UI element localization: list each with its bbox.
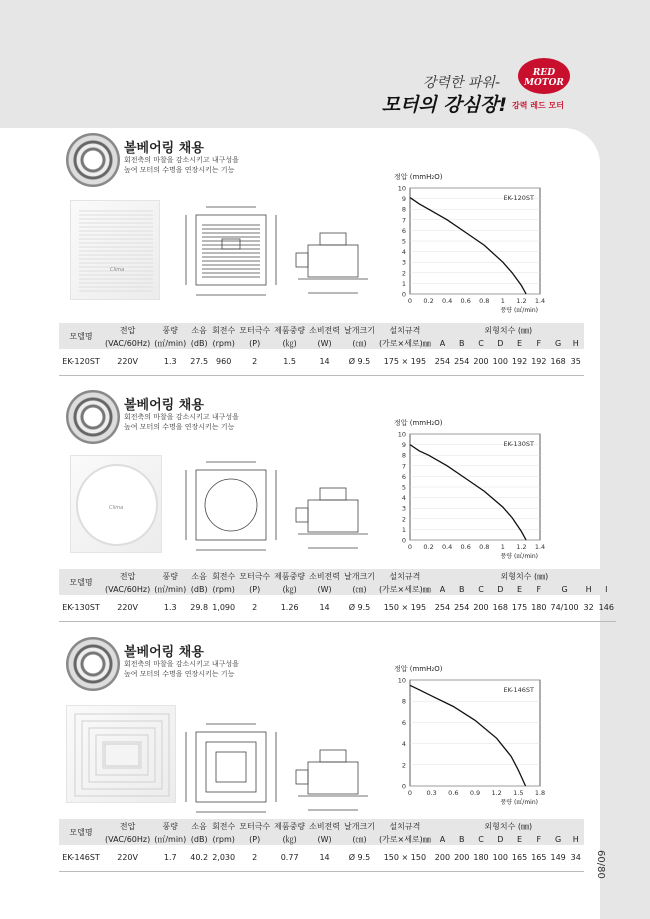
cell-airflow: 1.7 — [152, 845, 188, 871]
header-airflow: 풍량 — [152, 323, 188, 337]
feature-title: 볼베어링 채용 — [124, 398, 204, 413]
x-tick-label: 1 — [500, 543, 505, 551]
header-voltage-unit: (VAC/60Hz) — [105, 584, 151, 594]
photo-brand: Clima — [109, 505, 124, 511]
y-tick-label: 0 — [401, 536, 406, 545]
header-dim-letter: E — [510, 337, 529, 349]
cell-dim-value: 200 — [433, 845, 452, 871]
y-tick-label: 4 — [401, 740, 406, 749]
product-photo — [66, 705, 176, 803]
header-power-unit: (W) — [307, 337, 342, 349]
header-install: 설치규격 — [377, 569, 433, 583]
header-dim-letter: A — [433, 337, 452, 349]
y-tick-label: 2 — [401, 515, 406, 524]
y-tick-label: 9 — [401, 195, 406, 204]
y-tick-label: 1 — [401, 525, 406, 534]
table-header-row — [59, 569, 616, 583]
table-row — [59, 349, 584, 375]
header-dim-letter: B — [452, 583, 471, 595]
header-install-unit: (가로×세로)㎜ — [378, 584, 431, 594]
header-dim-letter: D — [491, 583, 510, 595]
table-header-row — [59, 819, 584, 833]
header-duct: 날개크기 — [342, 323, 377, 337]
header-weight-unit: (㎏) — [272, 833, 307, 845]
x-tick-label: 1.2 — [516, 297, 527, 305]
x-tick-label: 0.6 — [448, 789, 459, 797]
table-row — [59, 595, 616, 621]
chart-ylabel: 정압 (mmH₂O) — [394, 173, 443, 181]
spec-table — [59, 323, 584, 376]
y-tick-label: 1 — [401, 279, 406, 288]
header-dim-letter: G — [548, 583, 580, 595]
header-poles: 모터극수 — [237, 819, 272, 833]
cell-poles: 2 — [237, 349, 272, 375]
header-dim-letter: F — [529, 833, 548, 845]
cell-dim-value: 254 — [452, 349, 471, 375]
header-power-unit: (W) — [307, 583, 342, 595]
cell-voltage: 220V — [103, 845, 152, 871]
cell-voltage: 220V — [103, 595, 152, 621]
header-duct: 날개크기 — [342, 569, 377, 583]
header-voltage-unit: (VAC/60Hz) — [105, 834, 151, 844]
series-line — [410, 445, 526, 540]
header-install: 설치규격 — [377, 323, 433, 337]
header-dim-letter: B — [452, 833, 471, 845]
series-label: EK-130ST — [503, 440, 534, 448]
chart-svg — [390, 172, 560, 318]
header-dim-letter: I — [597, 583, 616, 595]
header-airflow-unit: (㎥/min) — [154, 338, 187, 348]
cell-dim-value: 35 — [568, 349, 584, 375]
dimension-drawing — [178, 712, 378, 822]
cell-dim-value: 100 — [491, 349, 510, 375]
cell-speed: 1,090 — [210, 595, 237, 621]
ball-bearing-image — [66, 390, 120, 444]
header-airflow-unit: (㎥/min) — [154, 834, 187, 844]
header-dim-letter: H — [581, 583, 597, 595]
dimension-drawing — [178, 450, 378, 560]
cell-dim-value: 192 — [510, 349, 529, 375]
header-duct-unit: (㎝) — [342, 337, 377, 349]
y-tick-label: 0 — [401, 290, 406, 299]
y-tick-label: 8 — [401, 697, 406, 706]
cell-install: 175 × 195 — [377, 349, 433, 375]
header-model: 모델명 — [59, 323, 103, 349]
cell-airflow: 1.3 — [152, 349, 188, 375]
header-weight-unit: (㎏) — [272, 337, 307, 349]
cell-dim-value: 254 — [452, 595, 471, 621]
cell-poles: 2 — [237, 595, 272, 621]
cell-noise: 29.8 — [188, 595, 210, 621]
y-tick-label: 3 — [401, 504, 406, 513]
y-tick-label: 6 — [401, 472, 406, 481]
header-speed: 회전수 — [210, 819, 237, 833]
x-tick-label: 1.8 — [534, 789, 546, 797]
x-tick-label: 0.8 — [479, 297, 490, 305]
chart-xlabel: 풍량 (㎥/min) — [500, 553, 538, 560]
header-dim-letter: A — [433, 833, 452, 845]
feature-desc-line2: 높여 모터의 수명을 연장시키는 기능 — [124, 670, 235, 678]
cell-dim-value: 175 — [510, 595, 529, 621]
header-dim-letter: E — [510, 583, 529, 595]
header-voltage: 전압 — [103, 819, 152, 833]
cell-poles: 2 — [237, 845, 272, 871]
ball-bearing-image — [66, 637, 120, 691]
cell-dim-value: 168 — [491, 595, 510, 621]
header-power: 소비전력 — [307, 819, 342, 833]
cell-dim-value: 200 — [471, 595, 490, 621]
cell-airflow: 1.3 — [152, 595, 188, 621]
table-header-row — [59, 323, 584, 337]
cell-weight: 1.26 — [272, 595, 307, 621]
chart-ylabel: 정압 (mmH₂O) — [394, 665, 443, 673]
cell-dim-value: 74/100 — [548, 595, 580, 621]
performance-chart — [390, 418, 560, 564]
header-noise: 소음 — [188, 323, 210, 337]
y-tick-label: 3 — [401, 258, 406, 267]
header-noise-unit: (dB) — [188, 337, 210, 349]
cell-dim-value: 180 — [529, 595, 548, 621]
header-speed-unit: (rpm) — [210, 583, 237, 595]
header-speed-unit: (rpm) — [210, 833, 237, 845]
y-tick-label: 2 — [401, 761, 406, 770]
series-line — [410, 198, 526, 294]
cell-dim-value: 149 — [548, 845, 567, 871]
header-speed: 회전수 — [210, 569, 237, 583]
y-tick-label: 5 — [401, 237, 406, 246]
header-weight-unit: (㎏) — [272, 583, 307, 595]
table-header-row — [59, 583, 616, 595]
feature-title: 볼베어링 채용 — [124, 645, 204, 660]
header-dim-letter: D — [491, 337, 510, 349]
header-dim-letter: D — [491, 833, 510, 845]
cell-noise: 27.5 — [188, 349, 210, 375]
header-noise-unit: (dB) — [188, 833, 210, 845]
header-dim-letter: C — [471, 337, 490, 349]
chart-xlabel: 풍량 (㎥/min) — [500, 799, 538, 806]
chart-ylabel: 정압 (mmH₂O) — [394, 419, 443, 427]
performance-chart — [390, 172, 560, 318]
x-tick-label: 0 — [407, 789, 413, 797]
product-photo — [70, 200, 160, 300]
header-dim-letter: A — [433, 583, 452, 595]
cell-power: 14 — [307, 349, 342, 375]
cell-model: EK-146ST — [59, 845, 103, 871]
header-noise: 소음 — [188, 569, 210, 583]
header-noise-unit: (dB) — [188, 583, 210, 595]
header-model: 모델명 — [59, 819, 103, 845]
y-tick-label: 4 — [401, 248, 406, 257]
spec-table — [59, 819, 584, 872]
feature-desc-line1: 회전축의 마찰을 감소시키고 내구성을 — [124, 660, 239, 668]
x-tick-label: 1.2 — [516, 543, 527, 551]
header-dim-letter: G — [548, 833, 567, 845]
feature-desc-line2: 높여 모터의 수명을 연장시키는 기능 — [124, 166, 235, 174]
cell-dim-value: 254 — [433, 595, 452, 621]
cell-power: 14 — [307, 595, 342, 621]
cell-dim-value: 165 — [510, 845, 529, 871]
header-power: 소비전력 — [307, 323, 342, 337]
brand-name: 강력 레드 모터 — [512, 101, 564, 110]
feature-desc-line1: 회전축의 마찰을 감소시키고 내구성을 — [124, 413, 239, 421]
cell-dim-value: 100 — [491, 845, 510, 871]
x-tick-label: 0 — [407, 297, 413, 305]
header-dim-letter: C — [471, 833, 490, 845]
table-header-row — [59, 833, 584, 845]
performance-chart — [390, 664, 560, 810]
logo-text: RED MOTOR — [524, 68, 564, 88]
cell-duct: Ø 9.5 — [342, 595, 377, 621]
y-tick-label: 10 — [397, 184, 406, 193]
x-tick-label: 0.2 — [423, 543, 434, 551]
header-dim-letter: B — [452, 337, 471, 349]
header-dims: 외형치수 (㎜) — [433, 819, 584, 833]
page-header — [0, 0, 650, 128]
header-duct: 날개크기 — [342, 819, 377, 833]
y-tick-label: 7 — [401, 216, 406, 225]
header-dim-letter: F — [529, 337, 548, 349]
series-label: EK-120ST — [503, 194, 534, 202]
cell-dim-value: 168 — [548, 349, 567, 375]
cell-dim-value: 192 — [529, 349, 548, 375]
cell-dim-value: 200 — [452, 845, 471, 871]
y-tick-label: 2 — [401, 269, 406, 278]
feature-description — [124, 659, 284, 679]
x-tick-label: 0.8 — [479, 543, 490, 551]
table-row — [59, 845, 584, 871]
cell-install: 150 × 195 — [377, 595, 433, 621]
product-photo — [70, 455, 162, 553]
header-dim-letter: F — [529, 583, 548, 595]
cell-speed: 960 — [210, 349, 237, 375]
header-poles-unit: (P) — [237, 337, 272, 349]
chart-svg — [390, 664, 560, 810]
header-dims: 외형치수 (㎜) — [433, 569, 616, 583]
header-voltage: 전압 — [103, 323, 152, 337]
header-weight: 제품중량 — [272, 819, 307, 833]
cell-voltage: 220V — [103, 349, 152, 375]
series-line — [410, 685, 526, 786]
cell-noise: 40.2 — [188, 845, 210, 871]
y-tick-label: 10 — [397, 676, 406, 685]
header-dim-letter: H — [568, 833, 584, 845]
cell-dim-value: 180 — [471, 845, 490, 871]
feature-description — [124, 412, 284, 432]
feature-description — [124, 155, 284, 175]
cell-dim-value: 165 — [529, 845, 548, 871]
cell-dim-value: 146 — [597, 595, 616, 621]
cell-dim-value: 32 — [581, 595, 597, 621]
y-tick-label: 5 — [401, 483, 406, 492]
series-label: EK-146ST — [503, 686, 534, 694]
cell-duct: Ø 9.5 — [342, 845, 377, 871]
header-duct-unit: (㎝) — [342, 583, 377, 595]
x-tick-label: 0.4 — [441, 543, 453, 551]
cell-dim-value: 254 — [433, 349, 452, 375]
x-tick-label: 1.4 — [534, 297, 546, 305]
y-tick-label: 6 — [401, 718, 406, 727]
header-airflow: 풍량 — [152, 569, 188, 583]
product-section — [0, 133, 600, 173]
slogan-line1: 강력한 파워- — [422, 75, 500, 91]
feature-desc-line2: 높여 모터의 수명을 연장시키는 기능 — [124, 423, 235, 431]
x-tick-label: 1.5 — [513, 789, 524, 797]
header-dim-letter: E — [510, 833, 529, 845]
header-weight: 제품중량 — [272, 323, 307, 337]
y-tick-label: 0 — [401, 782, 406, 791]
header-poles-unit: (P) — [237, 833, 272, 845]
spec-table — [59, 569, 616, 622]
y-tick-label: 9 — [401, 441, 406, 450]
cell-model: EK-120ST — [59, 349, 103, 375]
table-header-row — [59, 337, 584, 349]
y-tick-label: 6 — [401, 226, 406, 235]
header-poles-unit: (P) — [237, 583, 272, 595]
cell-weight: 0.77 — [272, 845, 307, 871]
header-dim-letter: H — [568, 337, 584, 349]
chart-frame — [410, 680, 540, 786]
header-power-unit: (W) — [307, 833, 342, 845]
y-tick-label: 8 — [401, 451, 406, 460]
header-poles: 모터극수 — [237, 569, 272, 583]
cell-dim-value: 200 — [471, 349, 490, 375]
x-tick-label: 0.4 — [441, 297, 453, 305]
y-tick-label: 4 — [401, 494, 406, 503]
header-install-unit: (가로×세로)㎜ — [378, 834, 431, 844]
header-install: 설치규격 — [377, 819, 433, 833]
cell-power: 14 — [307, 845, 342, 871]
dimension-drawing — [178, 195, 378, 305]
y-tick-label: 8 — [401, 205, 406, 214]
header-noise: 소음 — [188, 819, 210, 833]
slogan-line2: 모터의 강심장! — [381, 94, 507, 116]
x-tick-label: 1.2 — [491, 789, 502, 797]
cell-speed: 2,030 — [210, 845, 237, 871]
x-tick-label: 0.2 — [423, 297, 434, 305]
page-number: 60/80 — [595, 850, 606, 879]
feature-desc-line1: 회전축의 마찰을 감소시키고 내구성을 — [124, 156, 239, 164]
x-tick-label: 0.6 — [460, 297, 471, 305]
x-tick-label: 1 — [500, 297, 505, 305]
x-tick-label: 1.4 — [534, 543, 546, 551]
cell-duct: Ø 9.5 — [342, 349, 377, 375]
cell-weight: 1.5 — [272, 349, 307, 375]
x-tick-label: 0.3 — [426, 789, 437, 797]
header-speed: 회전수 — [210, 323, 237, 337]
ball-bearing-image — [66, 133, 120, 187]
header-poles: 모터극수 — [237, 323, 272, 337]
header-voltage: 전압 — [103, 569, 152, 583]
photo-brand: Clima — [110, 267, 125, 273]
header-model: 모델명 — [59, 569, 103, 595]
cell-model: EK-130ST — [59, 595, 103, 621]
header-power: 소비전력 — [307, 569, 342, 583]
header-dim-letter: G — [548, 337, 567, 349]
red-motor-logo — [518, 58, 570, 94]
header-dim-letter: C — [471, 583, 490, 595]
header-duct-unit: (㎝) — [342, 833, 377, 845]
x-tick-label: 0.9 — [469, 789, 481, 797]
cell-install: 150 × 150 — [377, 845, 433, 871]
header-weight: 제품중량 — [272, 569, 307, 583]
chart-xlabel: 풍량 (㎥/min) — [500, 307, 538, 314]
feature-title: 볼베어링 채용 — [124, 141, 204, 156]
header-install-unit: (가로×세로)㎜ — [378, 338, 431, 348]
x-tick-label: 0 — [407, 543, 413, 551]
header-voltage-unit: (VAC/60Hz) — [105, 338, 151, 348]
header-speed-unit: (rpm) — [210, 337, 237, 349]
header-airflow: 풍량 — [152, 819, 188, 833]
chart-svg — [390, 418, 560, 564]
cell-dim-value: 34 — [568, 845, 584, 871]
header-dims: 외형치수 (㎜) — [433, 323, 584, 337]
y-tick-label: 10 — [397, 430, 406, 439]
x-tick-label: 0.6 — [460, 543, 471, 551]
y-tick-label: 7 — [401, 462, 406, 471]
header-airflow-unit: (㎥/min) — [154, 584, 187, 594]
